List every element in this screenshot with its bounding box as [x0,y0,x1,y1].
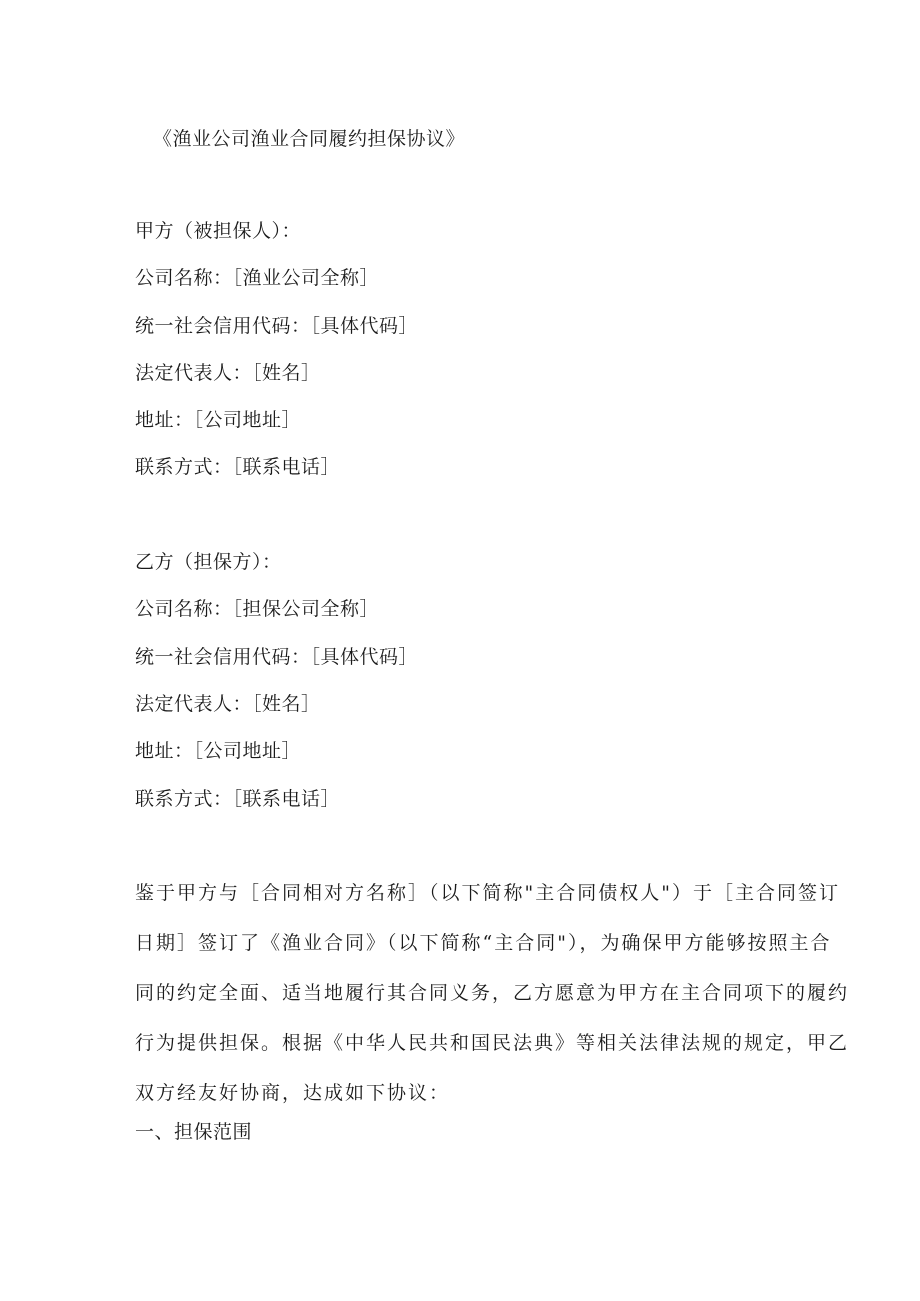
party-b-contact: 联系方式：［联系电话］ [135,788,341,810]
party-b-credit-code: 统一社会信用代码：［具体代码］ [135,646,419,668]
preamble-line: 日期］签订了《渔业合同》（以下简称“主合同"），为确保甲方能够按照主合 [135,932,832,954]
party-a-credit-code: 统一社会信用代码：［具体代码］ [135,315,419,337]
party-a-address: 地址：［公司地址］ [135,409,302,431]
party-a-contact: 联系方式：［联系电话］ [135,456,341,478]
party-b-address: 地址：［公司地址］ [135,740,302,762]
section-1-heading: 一、担保范围 [135,1121,253,1143]
preamble-line: 鉴于甲方与［合同相对方名称］（以下简称"主合同债权人"）于［主合同签订 [135,882,840,904]
party-a-heading: 甲方（被担保人）： [135,220,302,242]
party-b-company-name: 公司名称：［担保公司全称］ [135,598,380,620]
party-b-heading: 乙方（担保方）： [135,551,282,573]
preamble-paragraph [135,868,850,1118]
party-a-legal-representative: 法定代表人：［姓名］ [135,362,321,384]
preamble-line: 双方经友好协商，达成如下协议： [135,1082,451,1104]
party-a-company-name: 公司名称：［渔业公司全称］ [135,267,380,289]
preamble-line: 行为提供担保。根据《中华人民共和国民法典》等相关法律法规的规定，甲乙 [135,1032,850,1054]
document-title: 《渔业公司渔业合同履约担保协议》 [153,128,466,150]
preamble-line: 同的约定全面、适当地履行其合同义务，乙方愿意为甲方在主合同项下的履约 [135,982,850,1004]
party-b-legal-representative: 法定代表人：［姓名］ [135,693,321,715]
